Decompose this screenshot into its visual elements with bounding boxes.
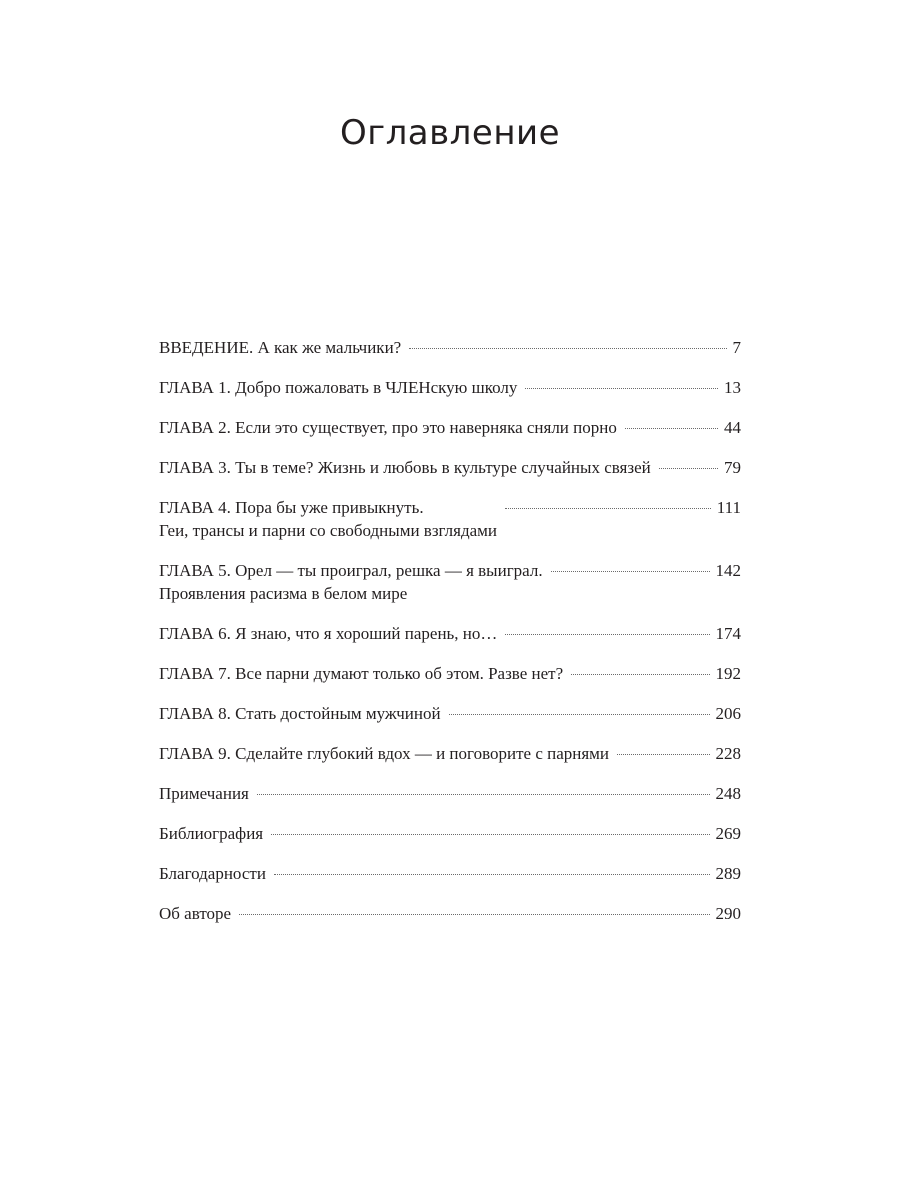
toc-entry-title: ГЛАВА 2. Если это существует, про это наверняка сняли порно [159,418,617,437]
toc-entry-title [159,496,497,542]
toc-entry-chapter-1[interactable] [159,376,741,399]
toc-page-number: 142 [715,561,741,580]
toc-page-number: 192 [715,664,741,683]
toc-entry-chapter-2[interactable] [159,416,741,439]
toc-page-number: 79 [724,458,741,477]
toc-entry-chapter-7[interactable] [159,662,741,685]
dot-leader [571,674,709,675]
toc-entry-chapter-6[interactable] [159,622,741,645]
page-title: Оглавление [339,113,561,153]
dot-leader [551,571,710,572]
dot-leader [449,714,710,715]
toc-entry-introduction[interactable] [159,336,741,359]
toc-page-number: 7 [732,338,741,357]
toc-entry-title-line-1: ГЛАВА 5. Орел — ты проиграл, решка — я выиграл. [159,561,543,580]
toc-entry-title: ГЛАВА 7. Все парни думают только об этом. Разве нет? [159,664,564,683]
toc-page-number: 206 [715,704,741,723]
toc-entry-chapter-4[interactable] [159,496,741,542]
toc-page-number: 174 [715,624,741,643]
toc-page-number: 13 [724,378,741,397]
dot-leader [271,834,709,835]
dot-leader [525,388,718,389]
toc-entry-title: ГЛАВА 1. Добро пожаловать в ЧЛЕНскую школу [159,378,518,397]
toc-entry-about-author[interactable] [159,902,741,925]
toc-entry-title: ГЛАВА 8. Стать достойным мужчиной [159,704,441,723]
toc-entry-title: Библиография [159,824,264,843]
dot-leader [659,468,718,469]
toc-entry-chapter-5[interactable] [159,559,741,605]
toc-page-number: 111 [716,498,741,517]
toc-entry-title: ГЛАВА 6. Я знаю, что я хороший парень, но… [159,624,498,643]
toc-page-number: 44 [724,418,741,437]
toc-entry-title: ВВЕДЕНИЕ. А как же мальчики? [159,338,402,357]
toc-entry-bibliography[interactable] [159,822,741,845]
dot-leader [625,428,718,429]
toc-entry-title-line-1: ГЛАВА 4. Пора бы уже привыкнуть. [159,498,424,517]
dot-leader [505,508,711,509]
dot-leader [239,914,709,915]
toc-page-number: 228 [715,744,741,763]
toc-page-number: 269 [715,824,741,843]
dot-leader [257,794,710,795]
toc-entry-title: Примечания [159,784,249,803]
toc-page-number: 248 [715,784,741,803]
toc-entry-chapter-8[interactable] [159,702,741,725]
toc-entry-title: ГЛАВА 3. Ты в теме? Жизнь и любовь в культуре случайных связей [159,458,651,477]
toc-page-number: 290 [715,904,741,923]
dot-leader [274,874,710,875]
toc-entry-acknowledgments[interactable] [159,862,741,885]
dot-leader [505,634,709,635]
dot-leader [617,754,709,755]
toc-entry-title: Благодарности [159,864,266,883]
toc-entry-chapter-9[interactable] [159,742,741,765]
table-of-contents [159,336,741,942]
toc-entry-title: ГЛАВА 9. Сделайте глубокий вдох — и поговорите с парнями [159,744,610,763]
toc-entry-title: Об авторе [159,904,232,923]
toc-page-number: 289 [715,864,741,883]
toc-entry-notes[interactable] [159,782,741,805]
dot-leader [409,348,726,349]
toc-entry-title [159,559,543,605]
toc-entry-title-line-2: Проявления расизма в белом мире [159,584,408,603]
toc-entry-chapter-3[interactable] [159,456,741,479]
toc-entry-title-line-2: Геи, трансы и парни со свободными взглядами [159,521,497,540]
